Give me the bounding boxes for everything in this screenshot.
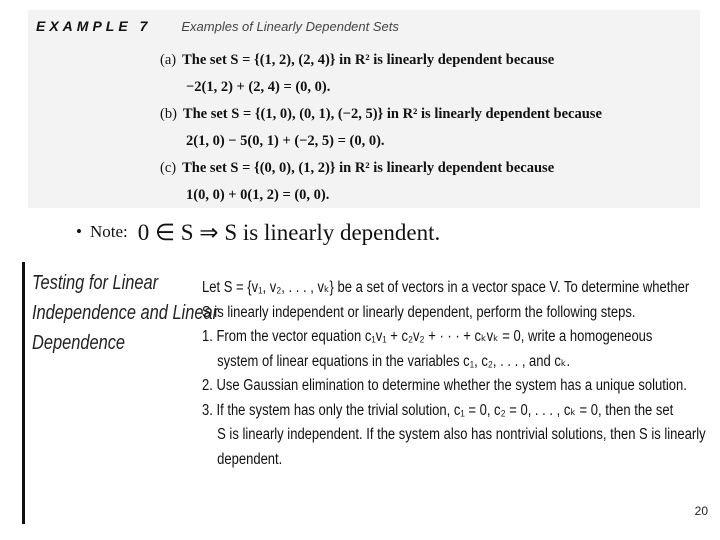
procedure-line: Let S = {v₁, v₂, . . . , vₖ} be a set of vectors in a vector space V. To determine whether: [202, 279, 690, 296]
procedure-text: [202, 276, 706, 472]
example-heading: [36, 18, 399, 36]
example-item-b-tag: (b): [160, 106, 177, 122]
side-title-line: Dependence: [32, 332, 126, 354]
side-title-line: Testing for Linear: [32, 272, 159, 294]
example-item-c-text: The set S = {(0, 0), (1, 2)} in R² is linearly dependent because: [182, 160, 555, 176]
bullet-icon: •: [76, 222, 82, 241]
example-7-block: [28, 10, 700, 208]
example-item-a-line2: −2(1, 2) + (2, 4) = (0, 0).: [186, 79, 331, 95]
procedure-step-1: 1. From the vector equation c₁v₁ + c₂v₂ + · · · + cₖvₖ = 0, write a homogeneous: [202, 328, 653, 345]
note-line: [76, 220, 440, 246]
side-title-line: Independence and Linear: [32, 302, 219, 324]
example-item-b-text: The set S = {(1, 0), (0, 1), (−2, 5)} in R² is linearly dependent because: [182, 106, 602, 122]
example-item-c-tag: (c): [160, 160, 177, 176]
example-title: Examples of Linearly Dependent Sets: [181, 19, 399, 34]
procedure-step-2: 2. Use Gaussian elimination to determine whether the system has a unique solution.: [202, 377, 687, 394]
example-item-a-line1: [160, 52, 554, 69]
procedure-line: dependent.: [217, 450, 283, 468]
example-item-c-line1: [160, 160, 554, 177]
procedure-line: S is linearly independent or linearly dependent, perform the following steps.: [202, 303, 636, 321]
procedure-line: S is linearly independent. If the system also has nontrivial solutions, then S is linearly: [217, 426, 706, 443]
vertical-divider: [22, 262, 25, 524]
example-item-c-line2: 1(0, 0) + 0(1, 2) = (0, 0).: [186, 187, 330, 203]
example-label: EXAMPLE 7: [36, 18, 152, 34]
example-item-b-line2: 2(1, 0) − 5(0, 1) + (−2, 5) = (0, 0).: [186, 133, 385, 149]
example-item-b-line1: [160, 106, 602, 123]
example-item-a-tag: (a): [160, 52, 177, 68]
note-statement: 0 ∈ S ⇒ S is linearly dependent.: [137, 220, 441, 245]
procedure-step-3: 3. If the system has only the trivial solution, c₁ = 0, c₂ = 0, . . . , cₖ = 0, then the set: [202, 401, 674, 419]
procedure-line: system of linear equations in the variables c₁, c₂, . . . , and cₖ.: [217, 352, 571, 370]
side-title: [32, 268, 219, 358]
testing-procedure-block: [22, 262, 706, 527]
page-number: 20: [694, 504, 708, 518]
example-item-a-text: The set S = {(1, 2), (2, 4)} in R² is linearly dependent because: [182, 52, 555, 68]
note-label: Note:: [89, 222, 128, 241]
